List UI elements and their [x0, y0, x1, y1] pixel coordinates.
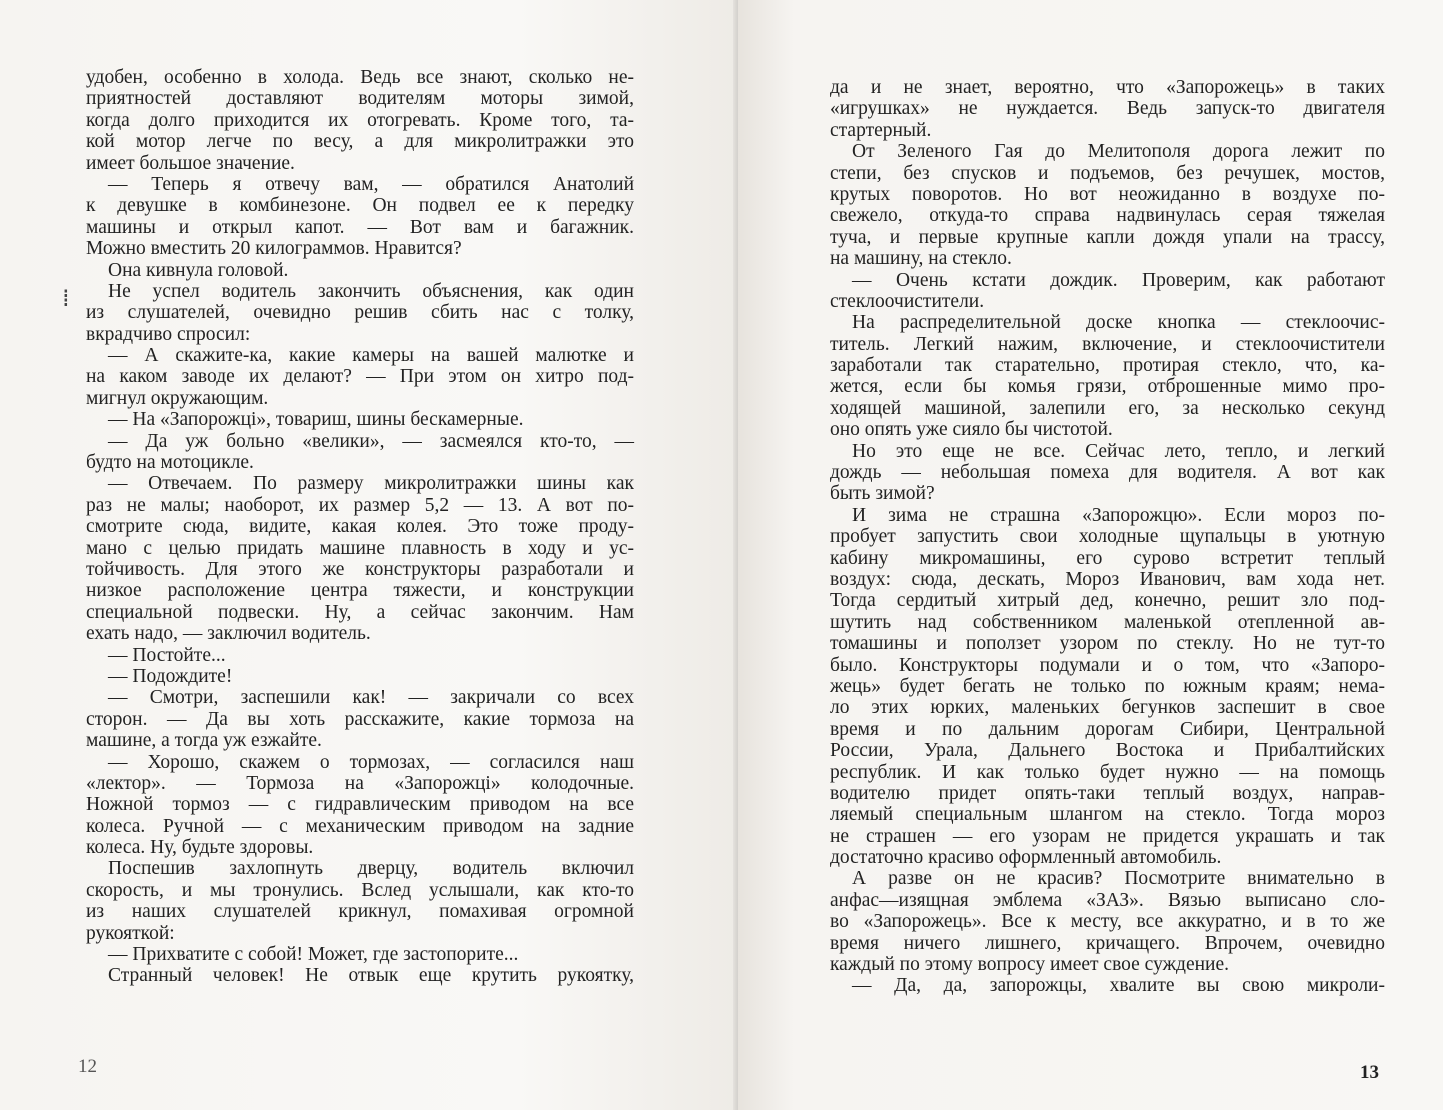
text-line: достаточно красиво оформленный автомобиль. [830, 847, 1222, 869]
text-line: каждый по этому вопросу имеет свое суждение. [830, 954, 1230, 976]
text-line: республик. И как только будет нужно — на помощь [830, 761, 1385, 783]
text-line: быть зимой? [830, 483, 935, 505]
text-line: — Теперь я отвечу вам, — обратился Анатолий [108, 173, 634, 195]
text-line: смотрите сюда, видите, какая колея. Это тоже проду- [86, 516, 634, 538]
text-line: удобен, особенно в холода. Ведь все знают, сколько не- [86, 67, 634, 88]
text-line: — Хорошо, скажем о тормозах, — согласился наш [108, 751, 634, 773]
text-line: мигнул окружающим. [86, 387, 269, 409]
text-line: ло этих юрких, маленьких бегунков заспешит в свое [830, 697, 1385, 719]
text-line: машине, а тогда уж езжайте. [86, 730, 322, 752]
text-line: колеса. Ну, будьте здоровы. [86, 837, 314, 859]
text-line: оно опять уже сияло бы чистотой. [830, 419, 1113, 441]
text-line: стартерный. [830, 119, 932, 141]
text-line: — Да, да, запорожцы, хвалите вы свою микроли- [852, 975, 1385, 997]
text-line: сторон. — Да вы хоть расскажите, какие тормоза на [86, 708, 634, 730]
text-line: имеет большое значение. [86, 152, 295, 174]
text-line: ходящей машиной, залепили его, за несколько секунд [830, 397, 1385, 419]
pencil-margin-mark-icon: ⁞ [62, 284, 70, 312]
text-line: крутых поворотов. Но вот неожиданно в воздухе по- [830, 183, 1385, 205]
text-line: жець» будет бегать не только по южным краям; нема- [830, 675, 1385, 697]
text-line: мано с целью придать машине плавность в ходу и ус- [86, 537, 634, 559]
text-line: Не успел водитель закончить объяснения, как один [108, 280, 634, 302]
text-line: «игрушках» не нуждается. Ведь запуск-то двигателя [830, 98, 1385, 120]
text-line: из слушателей, очевидно решив сбить нас с толку, [86, 302, 634, 324]
text-line: — На «Запорожці», товариш, шины бескамерные. [108, 409, 524, 431]
text-line: к девушке в комбинезоне. Он подвел ее к передку [86, 195, 634, 217]
text-line: было. Конструкторы подумали и о том, что «Запоро- [830, 654, 1385, 676]
text-line: кабину микромашины, его сурово встретит теплый [830, 547, 1385, 569]
text-line: время и по дальним дорогам Сибири, Центральной [830, 718, 1385, 740]
text-line: — Да уж больно «велики», — засмеялся кто-то, — [108, 430, 634, 452]
text-line: А разве он не красив? Посмотрите внимательно в [852, 868, 1385, 890]
text-line: заработали так старательно, протирая стекло, что, ка- [830, 355, 1385, 377]
text-line: колеса. Ручной — с механическим приводом на задние [86, 815, 634, 837]
text-line: И зима не страшна «Запорожцю». Если мороз по- [852, 504, 1385, 526]
text-line: будто на мотоцикле. [86, 452, 254, 474]
text-line: тойчивость. Для этого же конструкторы разработали и [86, 558, 634, 580]
text-line: воздух: сюда, дескать, Мороз Иванович, вам хода нет. [830, 568, 1385, 590]
text-line: когда долго приходится их отогревать. Кроме того, та- [86, 109, 634, 131]
text-line: титель. Легкий нажим, включение, и стеклоочистители [830, 333, 1385, 355]
text-line: Но это еще не все. Сейчас лето, тепло, и легкий [852, 440, 1385, 462]
text-line: машины и открыл капот. — Вот вам и багажник. [86, 216, 634, 238]
text-line: От Зеленого Гая до Мелитополя дорога лежит по [852, 141, 1385, 163]
right-page-text [830, 77, 1385, 997]
text-line: стеклоочистители. [830, 290, 985, 312]
text-line: дождь — небольшая помеха для водителя. А вот как [830, 462, 1385, 484]
text-line: — А скажите-ка, какие камеры на вашей малютке и [108, 345, 634, 367]
text-line: — Смотри, заспешили как! — закричали со всех [108, 687, 634, 709]
text-line: из наших слушателей крикнул, помахивая огромной [86, 901, 634, 923]
text-line: туча, и первые крупные капли дождя упали на трассу, [830, 226, 1385, 248]
text-line: степи, без спусков и подъемов, без речушек, мостов, [830, 162, 1385, 184]
text-line: Она кивнула головой. [108, 259, 289, 281]
text-line: на машину, на стекло. [830, 248, 1012, 270]
text-line: России, Урала, Дальнего Востока и Прибалтийских [830, 740, 1385, 762]
text-line: время ничего лишнего, кричащего. Впрочем, очевидно [830, 932, 1385, 954]
text-line: Можно вместить 20 килограммов. Нравится? [86, 238, 462, 260]
text-line: — Отвечаем. По размеру микролитражки шины как [108, 473, 634, 495]
text-line: вкрадчиво спросил: [86, 323, 251, 345]
text-line: «лектор». — Тормоза на «Запорожці» колодочные. [86, 772, 634, 794]
text-line: жется, если бы комья грязи, отброшенные мимо про- [830, 376, 1385, 398]
page-number-left: 12 [78, 1056, 97, 1077]
text-line: ляемый специальным шлангом на стекло. Тогда мороз [830, 804, 1385, 826]
text-line: Тогда сердитый хитрый дед, конечно, решит зло под- [830, 590, 1385, 612]
text-line: — Очень кстати дождик. Проверим, как работают [852, 269, 1385, 291]
text-line: не страшен — его узорам не придется украшать и так [830, 825, 1385, 847]
text-line: свежело, откуда-то справа надвинулась серая тяжелая [830, 205, 1385, 227]
text-line: рукояткой: [86, 922, 175, 944]
left-page-text [86, 67, 634, 987]
text-line: Поспешив захлопнуть дверцу, водитель включил [108, 858, 634, 880]
text-line: пробует запустить свои холодные щупальцы в уютную [830, 526, 1385, 548]
text-line: приятностей доставляют водителям моторы зимой, [86, 88, 634, 110]
text-line: кой мотор легче по весу, а для микролитражки это [86, 131, 634, 153]
text-line: томашины и поползет узором по стеклу. Но не тут-то [830, 633, 1385, 655]
text-line: Странный человек! Не отвык еще крутить рукоятку, [108, 965, 634, 987]
page-number-right: 13 [1360, 1062, 1379, 1083]
text-line: специальной подвески. Ну, а сейчас закончим. Нам [86, 601, 634, 623]
text-line: Ножной тормоз — с гидравлическим приводом на все [86, 794, 634, 816]
text-line: низкое расположение центра тяжести, и конструкции [86, 580, 634, 602]
text-line: анфас—изящная эмблема «ЗАЗ». Вязью выписано сло- [830, 889, 1385, 911]
right-page [738, 0, 1443, 1110]
text-line: во «Запорожець». Все к месту, все аккуратно, и в то же [830, 911, 1385, 933]
text-line: раз не малы; наоборот, их размер 5,2 — 13. А вот по- [86, 494, 634, 516]
text-line: — Прихватите с собой! Может, где застопорите... [108, 944, 519, 966]
text-line: водителю придет опять-таки теплый воздух, направ- [830, 782, 1385, 804]
text-line: скорость, и мы тронулись. Вслед услышали, как кто-то [86, 879, 634, 901]
text-line: шутить над собственником маленькой отепленной ав- [830, 611, 1385, 633]
text-line: на каком заводе их делают? — При этом он хитро под- [86, 366, 634, 388]
text-line: да и не знает, вероятно, что «Запорожець» в таких [830, 77, 1385, 98]
text-line: ехать надо, — заключил водитель. [86, 623, 371, 645]
text-line: — Подождите! [108, 665, 233, 687]
text-line: На распределительной доске кнопка — стеклоочис- [852, 312, 1385, 334]
text-line: — Постойте... [108, 644, 226, 666]
